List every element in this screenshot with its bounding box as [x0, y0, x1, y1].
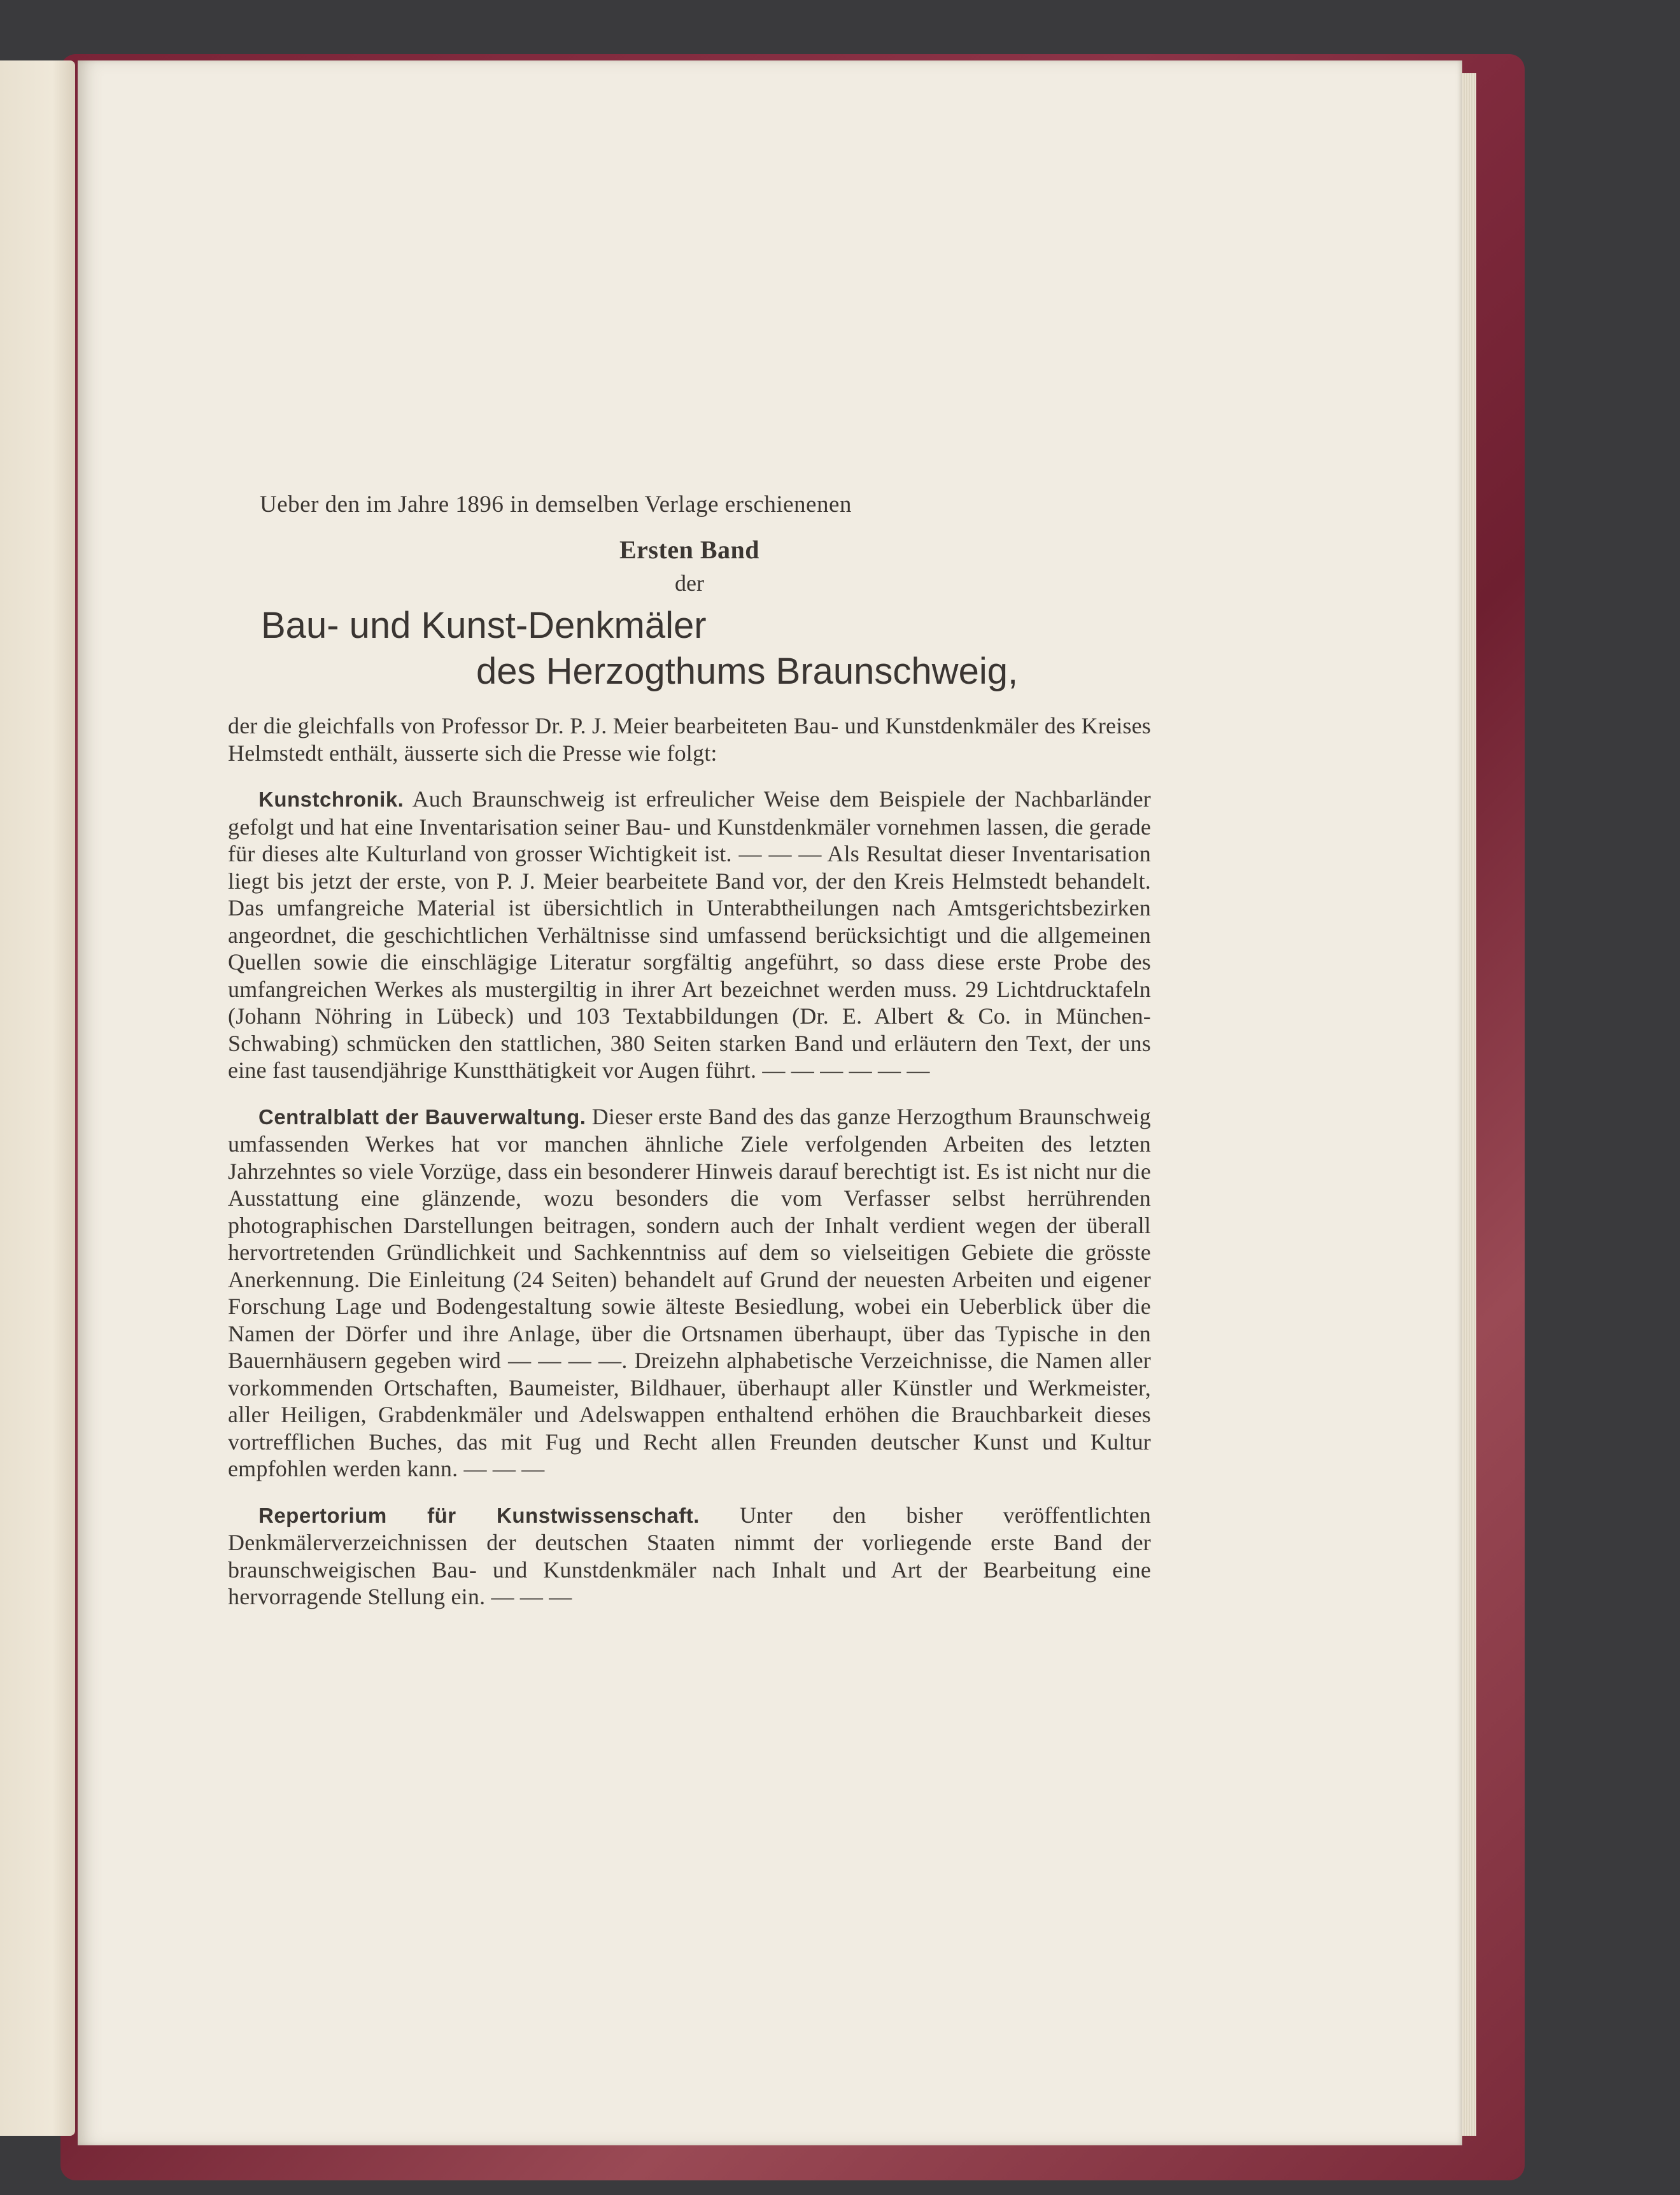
title-line-1: Bau- und Kunst-Denkmäler [261, 605, 707, 646]
heading-der: der [675, 570, 704, 596]
left-page [0, 60, 75, 2136]
review-source: Repertorium für Kunstwissenschaft. [258, 1503, 700, 1527]
intro-line: Ueber den im Jahre 1896 in demselben Verlage erschienenen [260, 491, 852, 518]
page-content [228, 490, 1151, 1611]
title-line-2: des Herzogthums Braunschweig, [476, 651, 1019, 692]
page-edges [1462, 73, 1476, 2136]
review-text: Dieser erste Band des das ganze Herzogthum Braunschweig umfassenden Werkes hat vor manchen ähnliche Ziele verfolgenden Arbeiten des letzten Jahrzehntes so viele Vorzüge, dass ein besonderer Hinweis darauf berechtigt ist. Es ist nicht nur die Ausstattung eine glänzende, wozu besonders die vom Verfasser selbst herrührenden photographischen Darstellungen beitragen, sondern auch der Inhalt verdient wegen der überall hervortretenden Gründlichkeit und Sachkenntniss auf dem so vielseitigen Gebiete die grösste Anerkennung. Die Einleitung (24 Seiten) behandelt auf Grund der neuesten Arbeiten und eigener Forschung Lage und Bodengestaltung sowie älteste Besiedlung, wobei ein Ueberblick über die Namen der Dörfer und ihre Anlage, über die Ortsnamen überhaupt, über das Typische in den Bauernhäusern gegeben wird — — — —. Dreizehn alphabetische Verzeichnisse, die Namen aller vorkommenden Ortschaften, Baumeister, Bildhauer, überhaupt aller Künstler und Werkmeister, aller Heiligen, Grabdenkmäler und Adelswappen enthaltend erhöhen die Brauchbarkeit dieses vortrefflichen Buches, das mit Fug und Recht allen Freunden deutscher Kunst und Kultur empfohlen werden kann. — — — [228, 1103, 1151, 1481]
review-repertorium [228, 1502, 1151, 1611]
review-source: Centralblatt der Bauverwaltung. [258, 1105, 586, 1129]
review-source: Kunstchronik. [258, 787, 404, 811]
review-kunstchronik [228, 786, 1151, 1084]
review-centralblatt [228, 1103, 1151, 1483]
review-text: Auch Braunschweig ist erfreulicher Weise dem Beispiele der Nachbarländer gefolgt und hat eine Inventarisation seiner Bau- und Kunstdenkmäler vornehmen lassen, die gerade für dieses alte Kulturland von grosser Wichtigkeit ist. — — — Als Resultat dieser Inventarisation liegt bis jetzt der erste, von P. J. Meier bearbeitete Band vor, der den Kreis Helmstedt behandelt. Das umfangreiche Material ist übersichtlich in Unterabtheilungen nach Amtsgerichtsbezirken angeordnet, die geschichtlichen Verhältnisse sind umfassend berücksichtigt und die allgemeinen Quellen sowie die einschlägige Literatur sorgfältig angeführt, so dass diese erste Probe des umfangreichen Werkes als mustergiltig in ihrer Art bezeichnet werden muss. 29 Lichtdrucktafeln (Johann Nöhring in Lübeck) und 103 Textabbildungen (Dr. E. Albert & Co. in München-Schwabing) schmücken den stattlichen, 380 Seiten starken Band und erläutern den Text, der uns eine fast tausendjährige Kunstthätigkeit vor Augen führt. — — — — — — [228, 786, 1151, 1083]
review-text: Unter den bisher veröffentlichten Denkmälerverzeichnissen der deutschen Staaten nimmt der vorliegende erste Band der braunschweigischen Bau- und Kunstdenkmäler nach Inhalt und Art der Bearbeitung eine hervorragende Stellung ein. — — — [228, 1502, 1151, 1609]
subtitle: der die gleichfalls von Professor Dr. P. J. Meier bearbeiteten Bau- und Kunstdenkmäler des Kreises Helmstedt enthält, äusserte sich die Presse wie folgt: [228, 713, 1151, 766]
heading: Ersten Band [619, 535, 759, 564]
